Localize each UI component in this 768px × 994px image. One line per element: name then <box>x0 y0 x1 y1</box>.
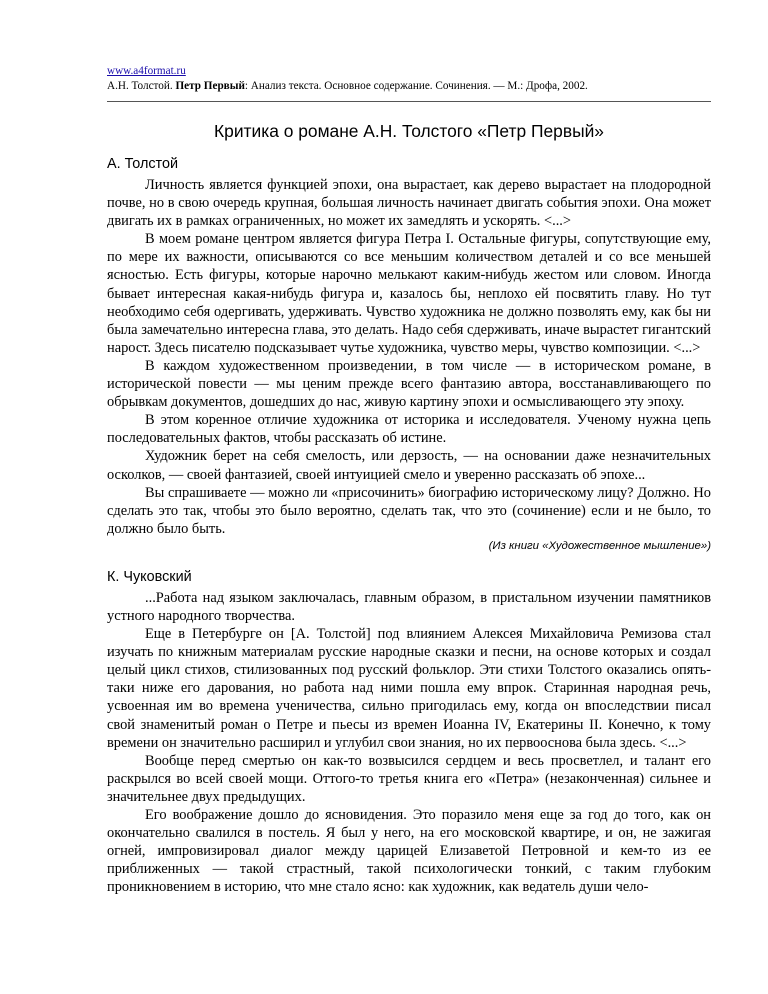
page-header <box>107 64 711 94</box>
header-book-title: Петр Первый <box>175 80 245 92</box>
bibliographic-line <box>107 79 711 94</box>
paragraph: В моем романе центром является фигура Петра I. Остальные фигуры, сопутствующие ему, по мере их важности, описываются со все меньшим количеством деталей и со все меньшей ясностью. Есть фигуры, которые нарочно мелькают каким-нибудь жестом или словом. Иногда бывает интересная какая-нибудь фигура и, казалось бы, неплохо ей посвятить главу. Но тут необходимо себя одергивать, удерживать. Чувство художника не должно позволять ему, как бы ни была замечательно интересна глава, это делать. Надо себя сдерживать, иначе вырастет гигантский нарост. Здесь писателю подсказывает чутье художника, чувство меры, чувство композиции. <...> <box>107 231 711 356</box>
paragraph: В этом коренное отличие художника от историка и исследователя. Ученому нужна цепь последовательных фактов, чтобы рассказать об истине. <box>107 412 711 447</box>
paragraph: Художник берет на себя смелость, или дерзость, — на основании даже незначительных осколков, — своей фантазией, своей интуицией смело и уверенно рассказать об эпохе... <box>107 448 711 483</box>
paragraph: ...Работа над языком заключалась, главным образом, в пристальном изучении памятников устного народного творчества. <box>107 589 711 624</box>
paragraph: Личность является функцией эпохи, она вырастает, как дерево вырастает на плодородной почве, но в свою очередь крупная, большая личность начинает двигать события эпохи. Она может двигать их в рамках ограниченных, но может их замедлять и ускорять. <...> <box>107 177 711 230</box>
section-author: К. Чуковский <box>107 568 192 585</box>
page-title: Критика о романе А.Н. Толстого «Петр Первый» <box>214 121 604 141</box>
paragraph: Вообще перед смертью он как-то возвысился сердцем и весь просветлел, и талант его раскрылся во всей своей мощи. Оттого-то третья книга его «Петра» (незаконченная) сильнее и значительнее двух предыдущих. <box>107 752 711 805</box>
paragraph: Вы спрашиваете — можно ли «присочинить» биографию историческому лицу? Должно. Но сделать это так, чтобы это было вероятно, сделать так, что это (сочинение) если и не было, то должно было быть. <box>107 484 711 537</box>
paragraph: Его воображение дошло до ясновидения. Это поразило меня еще за год до того, как он окончательно свалился в постель. Я был у него, на его московской квартире, и он, не зажигая огней, импровизировал диалог между царицей Елизаветой Петровной и кем-то из ее приближенных — такой страстный, такой психологически тонкий, с таким глубоким проникновением в историю, что мне стало ясно: как художник, как ведатель души чело- <box>107 807 711 896</box>
paragraph: В каждом художественном произведении, в том числе — в историческом романе, в исторической повести — мы ценим прежде всего фантазию автора, восстанавливающего по обрывкам документов, дошедших до нас, живую картину эпохи и осмысливающего эту эпоху. <box>107 357 711 411</box>
header-author: А.Н. Толстой. <box>107 80 173 92</box>
header-publication: : Анализ текста. Основное содержание. Сочинения. — М.: Дрофа, 2002. <box>244 80 588 92</box>
section-author: А. Толстой <box>107 156 179 172</box>
site-link[interactable]: www.a4format.ru <box>107 65 186 77</box>
document-body <box>107 155 711 896</box>
paragraph: Еще в Петербурге он [А. Толстой] под влиянием Алексея Михайловича Ремизова стал изучать по книжным материалам русские народные сказки и песни, на основе которых и создал целый цикл стихов, стилизованных под русский фольклор. Эти стихи Толстого оказались опять-таки ниже его дарования, но работа над ними пошла ему впрок. Старинная народная речь, усвоенная им во времена ученичества, сильно пригодилась ему, когда он впоследствии писал свой знаменитый роман о Петре и пьесы из времен Иоанна IV, Екатерины II. Конечно, к тому времени он значительно расширил и углубил свои знания, но их первооснова была здесь. <...> <box>107 626 711 751</box>
source-citation: (Из книги «Художественное мышление») <box>488 539 711 552</box>
header-divider <box>107 101 711 102</box>
